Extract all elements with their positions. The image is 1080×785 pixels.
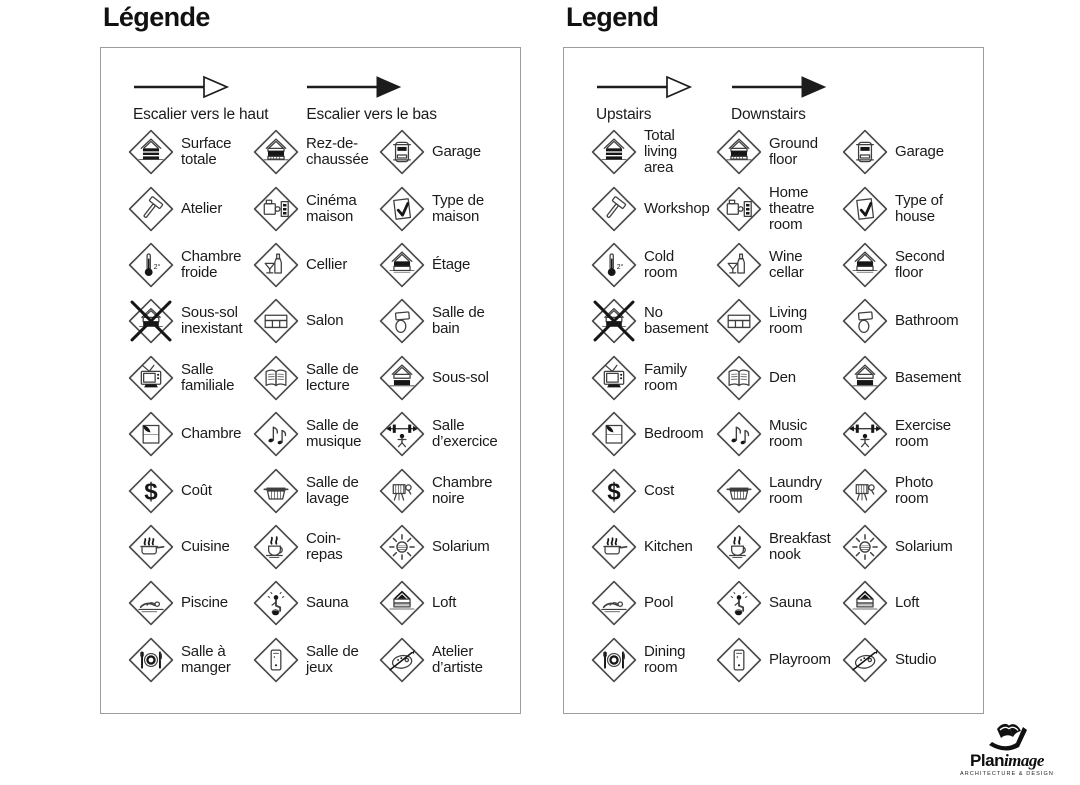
legend-item-label: Type de maison — [432, 191, 484, 225]
second-floor-icon — [842, 242, 888, 288]
legend-item-total-area — [128, 124, 253, 180]
den-icon — [716, 355, 762, 401]
den-icon — [253, 355, 299, 401]
legend-item-label: Breakfast nook — [769, 529, 831, 563]
legend-item-label: Garage — [895, 143, 944, 161]
legend-item-pool — [128, 575, 253, 631]
stairs-up-arrow-icon — [133, 75, 230, 99]
legend-item-label: Chambre — [181, 425, 242, 443]
legend-item-label: Den — [769, 368, 796, 386]
legend-item-label: Music room — [769, 417, 808, 451]
exercise-room-icon — [842, 411, 888, 457]
legend-item-label: Chambre noire — [432, 473, 493, 507]
legend-item-basement — [842, 350, 983, 406]
stairs-up-label: Upstairs — [596, 106, 652, 123]
legend-item-label: Salle de jeux — [306, 642, 359, 676]
planimage-logo — [948, 716, 1066, 777]
stairs-down-label: Downstairs — [731, 106, 806, 123]
legend-item-garage — [842, 124, 983, 180]
legend-item-living-room — [716, 293, 842, 349]
legend-item-label: Home theatre room — [769, 183, 815, 233]
legend-item-type-of-house — [842, 180, 983, 236]
legend-item-cost — [591, 462, 716, 518]
studio-icon — [379, 637, 425, 683]
legend-item-label: Salle de lavage — [306, 473, 359, 507]
workshop-icon — [128, 186, 174, 232]
cold-room-icon — [591, 242, 637, 288]
planimage-logo-text — [948, 752, 1066, 770]
legend-item-label: Solarium — [895, 537, 953, 555]
legend-item-label: Rez-de-chaussée — [306, 135, 369, 169]
legend-item-breakfast-nook — [253, 519, 379, 575]
family-room-icon — [128, 355, 174, 401]
workshop-icon — [591, 186, 637, 232]
legend-item-label: Coin-repas — [306, 529, 343, 563]
bedroom-icon — [128, 411, 174, 457]
basement-icon — [379, 355, 425, 401]
legend-item-ground-floor — [253, 124, 379, 180]
legend-item-no-basement — [128, 293, 253, 349]
legend-item-loft — [379, 575, 520, 631]
ground-floor-icon — [253, 129, 299, 175]
kitchen-icon — [128, 524, 174, 570]
second-floor-icon — [379, 242, 425, 288]
legend-item-label: Solarium — [432, 537, 490, 555]
legend-item-photo-room — [379, 462, 520, 518]
stairs-up-entry — [596, 75, 693, 122]
legend-item-home-theatre — [716, 180, 842, 236]
stairs-down-arrow-icon — [306, 75, 403, 99]
legend-item-label: Dining room — [644, 642, 686, 676]
music-room-icon — [716, 411, 762, 457]
legend-item-label: Garage — [432, 143, 481, 161]
photo-room-icon — [379, 468, 425, 514]
type-of-house-icon — [379, 186, 425, 232]
pool-icon — [591, 580, 637, 626]
legend-item-label: Studio — [895, 650, 937, 668]
legend-item-bathroom — [379, 293, 520, 349]
legend-item-garage — [379, 124, 520, 180]
legend-item-pool — [591, 575, 716, 631]
wine-cellar-icon — [716, 242, 762, 288]
legend-item-workshop — [128, 180, 253, 236]
legend-item-solarium — [379, 519, 520, 575]
cost-icon — [591, 468, 637, 514]
legend-item-music-room — [253, 406, 379, 462]
legend-item-living-room — [253, 293, 379, 349]
legend-item-bathroom — [842, 293, 983, 349]
legend-item-music-room — [716, 406, 842, 462]
legend-item-total-area — [591, 124, 716, 180]
playroom-icon — [716, 637, 762, 683]
laundry-room-icon — [716, 468, 762, 514]
bathroom-icon — [842, 298, 888, 344]
legend-item-type-of-house — [379, 180, 520, 236]
living-room-icon — [253, 298, 299, 344]
legend-item-label: Salon — [306, 312, 344, 330]
legend-item-bedroom — [591, 406, 716, 462]
legend-item-label: Type of house — [895, 191, 943, 225]
kitchen-icon — [591, 524, 637, 570]
total-area-icon — [128, 129, 174, 175]
legend-item-label: Salle de musique — [306, 417, 362, 451]
legend-item-dining-room — [128, 632, 253, 688]
legend-panel-en — [563, 47, 984, 714]
legend-item-playroom — [253, 632, 379, 688]
legend-item-label: Cold room — [644, 247, 678, 281]
legend-item-loft — [842, 575, 983, 631]
legend-item-home-theatre — [253, 180, 379, 236]
legend-item-label: Ground floor — [769, 135, 818, 169]
legend-item-label: Salle d’exercice — [432, 417, 498, 451]
dining-room-icon — [591, 637, 637, 683]
legend-item-wine-cellar — [716, 237, 842, 293]
legend-item-photo-room — [842, 462, 983, 518]
legend-item-label: Étage — [432, 255, 471, 273]
legend-items-grid-en — [564, 124, 983, 688]
laundry-room-icon — [253, 468, 299, 514]
photo-room-icon — [842, 468, 888, 514]
legend-item-wine-cellar — [253, 237, 379, 293]
breakfast-nook-icon — [716, 524, 762, 570]
legend-item-label: Atelier d’artiste — [432, 642, 483, 676]
logo-text-plan: Plan — [970, 751, 1004, 770]
logo-text-image: image — [1003, 751, 1044, 770]
stairs-up-entry — [133, 75, 268, 122]
legend-item-label: Kitchen — [644, 537, 693, 555]
legend-item-label: Salle de lecture — [306, 360, 359, 394]
legend-item-studio — [842, 632, 983, 688]
stairs-down-arrow-icon — [731, 75, 828, 99]
legend-item-label: Basement — [895, 368, 961, 386]
legend-item-label: Living room — [769, 304, 807, 338]
home-theatre-icon — [253, 186, 299, 232]
living-room-icon — [716, 298, 762, 344]
type-of-house-icon — [842, 186, 888, 232]
legend-item-label: Coût — [181, 481, 212, 499]
legend-item-cost — [128, 462, 253, 518]
planimage-logo-icon — [984, 716, 1030, 754]
legend-item-cold-room — [591, 237, 716, 293]
cold-room-icon — [128, 242, 174, 288]
legend-item-kitchen — [591, 519, 716, 575]
stairs-arrow-row — [564, 48, 983, 122]
legend-item-dining-room — [591, 632, 716, 688]
legend-item-exercise-room — [379, 406, 520, 462]
legend-item-label: Laundry room — [769, 473, 822, 507]
legend-item-solarium — [842, 519, 983, 575]
legend-item-label: Salle de bain — [432, 304, 485, 338]
legend-item-label: Sous-sol inexistant — [181, 304, 243, 338]
loft-icon — [842, 580, 888, 626]
legend-item-label: Workshop — [644, 199, 710, 217]
legend-item-studio — [379, 632, 520, 688]
logo-tagline: ARCHITECTURE & DESIGN — [960, 771, 1054, 777]
legend-item-label: Loft — [432, 594, 457, 612]
stairs-arrow-row — [101, 48, 520, 122]
legend-item-sauna — [716, 575, 842, 631]
legend-item-family-room — [128, 350, 253, 406]
legend-item-label: Exercise room — [895, 417, 951, 451]
legend-item-label: Cuisine — [181, 537, 230, 555]
legend-item-kitchen — [128, 519, 253, 575]
legend-item-label: Wine cellar — [769, 247, 804, 281]
legend-item-playroom — [716, 632, 842, 688]
legend-item-den — [253, 350, 379, 406]
solarium-icon — [842, 524, 888, 570]
legend-item-exercise-room — [842, 406, 983, 462]
legend-title-en: Legend — [566, 2, 659, 32]
legend-item-cold-room — [128, 237, 253, 293]
legend-item-breakfast-nook — [716, 519, 842, 575]
legend-item-family-room — [591, 350, 716, 406]
sauna-icon — [716, 580, 762, 626]
legend-item-bedroom — [128, 406, 253, 462]
legend-item-label: Second floor — [895, 247, 945, 281]
stairs-down-label: Escalier vers le bas — [306, 106, 437, 123]
legend-item-label: Sauna — [306, 594, 349, 612]
legend-item-label: Piscine — [181, 594, 228, 612]
legend-item-label: Bathroom — [895, 312, 959, 330]
cost-icon — [128, 468, 174, 514]
legend-item-label: Pool — [644, 594, 674, 612]
playroom-icon — [253, 637, 299, 683]
stairs-down-entry — [731, 75, 828, 122]
garage-icon — [379, 129, 425, 175]
studio-icon — [842, 637, 888, 683]
legend-item-label: Family room — [644, 360, 687, 394]
bedroom-icon — [591, 411, 637, 457]
legend-item-label: Bedroom — [644, 425, 704, 443]
legend-item-label: Playroom — [769, 650, 831, 668]
dining-room-icon — [128, 637, 174, 683]
legend-item-second-floor — [379, 237, 520, 293]
legend-item-label: Atelier — [181, 199, 223, 217]
breakfast-nook-icon — [253, 524, 299, 570]
legend-item-no-basement — [591, 293, 716, 349]
legend-item-label: No basement — [644, 304, 709, 338]
legend-item-label: Loft — [895, 594, 920, 612]
legend-item-label: Chambre froide — [181, 247, 242, 281]
family-room-icon — [591, 355, 637, 401]
legend-item-ground-floor — [716, 124, 842, 180]
legend-item-sauna — [253, 575, 379, 631]
wine-cellar-icon — [253, 242, 299, 288]
sauna-icon — [253, 580, 299, 626]
legend-item-label: Surface totale — [181, 135, 232, 169]
stairs-up-arrow-icon — [596, 75, 693, 99]
legend-panel-fr — [100, 47, 521, 714]
legend-item-label: Photo room — [895, 473, 934, 507]
legend-item-laundry-room — [253, 462, 379, 518]
legend-item-laundry-room — [716, 462, 842, 518]
legend-items-grid-fr — [101, 124, 520, 688]
legend-item-label: Cellier — [306, 255, 348, 273]
no-basement-icon — [591, 298, 637, 344]
legend-item-label: Cinéma maison — [306, 191, 357, 225]
legend-item-basement — [379, 350, 520, 406]
legend-item-label: Sous-sol — [432, 368, 489, 386]
bathroom-icon — [379, 298, 425, 344]
ground-floor-icon — [716, 129, 762, 175]
loft-icon — [379, 580, 425, 626]
exercise-room-icon — [379, 411, 425, 457]
legend-item-den — [716, 350, 842, 406]
legend-item-label: Sauna — [769, 594, 812, 612]
stairs-up-label: Escalier vers le haut — [133, 106, 269, 123]
legend-item-label: Salle familiale — [181, 360, 235, 394]
solarium-icon — [379, 524, 425, 570]
no-basement-icon — [128, 298, 174, 344]
legend-item-label: Salle à manger — [181, 642, 231, 676]
legend-item-label: Cost — [644, 481, 675, 499]
stairs-down-entry — [306, 75, 436, 122]
total-area-icon — [591, 129, 637, 175]
legend-item-workshop — [591, 180, 716, 236]
legend-item-second-floor — [842, 237, 983, 293]
basement-icon — [842, 355, 888, 401]
legend-title-fr: Légende — [103, 2, 210, 32]
pool-icon — [128, 580, 174, 626]
legend-item-label: Total living area — [644, 127, 677, 177]
home-theatre-icon — [716, 186, 762, 232]
music-room-icon — [253, 411, 299, 457]
garage-icon — [842, 129, 888, 175]
